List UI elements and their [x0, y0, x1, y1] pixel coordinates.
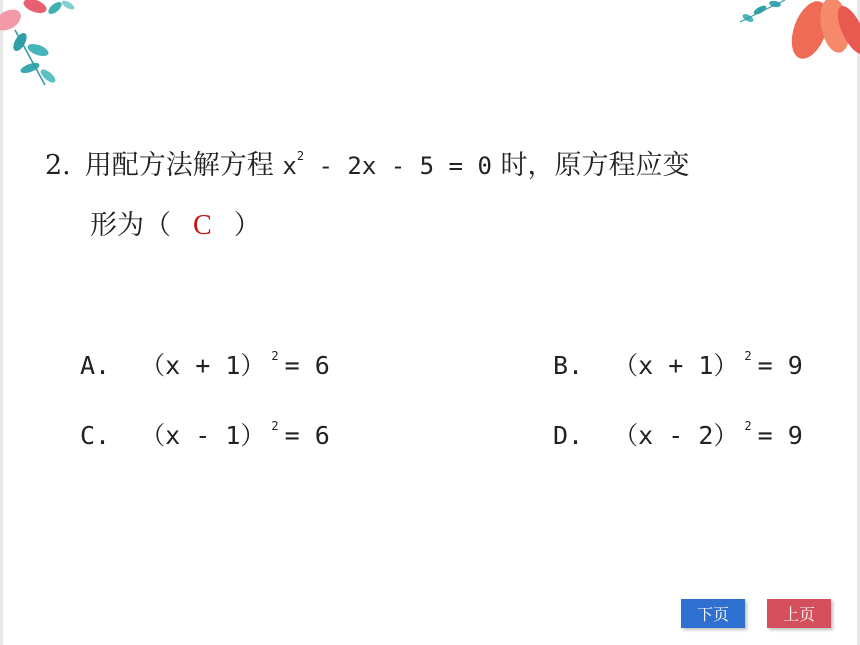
option-d	[553, 416, 803, 452]
option-expression: （x + 1）	[613, 351, 739, 380]
question-text-after: 时，原方程应变	[500, 150, 690, 181]
next-page-button[interactable]: 下页	[681, 599, 745, 628]
floral-decoration-top-right	[730, 0, 860, 75]
question-text-before: 用配方法解方程	[84, 150, 274, 181]
question-number: 2.	[45, 150, 71, 181]
option-rhs: = 9	[757, 351, 803, 380]
equation	[282, 149, 492, 180]
equation-rest: - 2x - 5 = 0	[304, 152, 492, 180]
option-expression: （x - 1）	[140, 421, 266, 450]
option-exponent: 2	[744, 419, 752, 433]
previous-page-button[interactable]: 上页	[767, 599, 831, 628]
left-border	[0, 0, 3, 645]
option-a	[80, 346, 330, 382]
floral-decoration-top-left	[0, 0, 90, 95]
option-exponent: 2	[271, 349, 279, 363]
option-rhs: = 9	[757, 421, 803, 450]
option-b	[553, 346, 803, 382]
option-label: B.	[553, 351, 584, 380]
equation-base: x	[282, 152, 297, 180]
option-label: D.	[553, 421, 584, 450]
option-c	[80, 416, 330, 452]
option-label: A.	[80, 351, 111, 380]
option-label: C.	[80, 421, 111, 450]
question-line2-close: ）	[233, 210, 261, 241]
answer-mark: C	[193, 210, 212, 241]
option-expression: （x - 2）	[613, 421, 739, 450]
question-line-1	[45, 136, 689, 186]
equation-exponent: 2	[296, 149, 305, 163]
option-exponent: 2	[744, 349, 752, 363]
option-expression: （x + 1）	[140, 351, 266, 380]
question-line-2	[90, 206, 261, 246]
question-line2-text: 形为（	[90, 210, 171, 241]
option-exponent: 2	[271, 419, 279, 433]
option-rhs: = 6	[284, 421, 330, 450]
option-rhs: = 6	[284, 351, 330, 380]
